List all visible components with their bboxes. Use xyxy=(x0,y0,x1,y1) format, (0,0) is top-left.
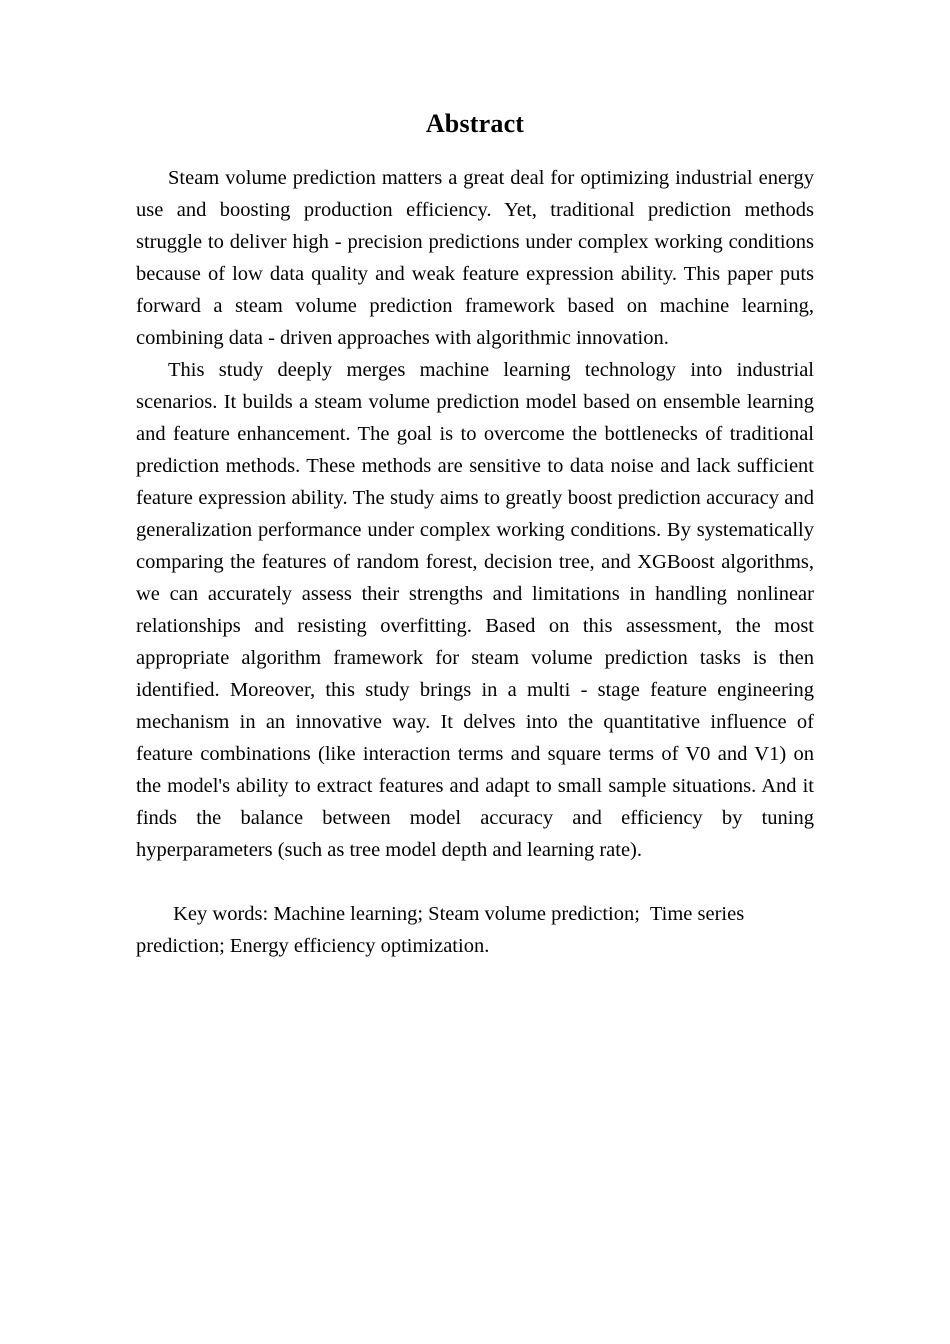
abstract-body xyxy=(136,162,814,962)
abstract-paragraph-2: This study deeply merges machine learning technology into industrial scenarios. It builds a steam volume prediction model based on ensemble learning and feature enhancement. The goal is to overcome the bottlenecks of traditional prediction methods. These methods are sensitive to data noise and lack sufficient feature expression ability. The study aims to greatly boost prediction accuracy and generalization performance under complex working conditions. By systematically comparing the features of random forest, decision tree, and XGBoost algorithms, we can accurately assess their strengths and limitations in handling nonlinear relationships and resisting overfitting. Based on this assessment, the most appropriate algorithm framework for steam volume prediction tasks is then identified. Moreover, this study brings in a multi - stage feature engineering mechanism in an innovative way. It delves into the quantitative influence of feature combinations (like interaction terms and square terms of V0 and V1) on the model's ability to extract features and adapt to small sample situations. And it finds the balance between model accuracy and efficiency by tuning hyperparameters (such as tree model depth and learning rate). xyxy=(136,359,814,861)
keywords-line: Key words: Machine learning; Steam volume prediction; Time series prediction; Energy efficiency optimization. xyxy=(136,903,750,957)
page-title: Abstract xyxy=(425,109,525,138)
abstract-paragraph-1: Steam volume prediction matters a great deal for optimizing industrial energy use and boosting production efficiency. Yet, traditional prediction methods struggle to deliver high - precision predictions under complex working conditions because of low data quality and weak feature expression ability. This paper puts forward a steam volume prediction framework based on machine learning, combining data - driven approaches with algorithmic innovation. xyxy=(136,167,814,349)
document-content xyxy=(136,0,814,962)
